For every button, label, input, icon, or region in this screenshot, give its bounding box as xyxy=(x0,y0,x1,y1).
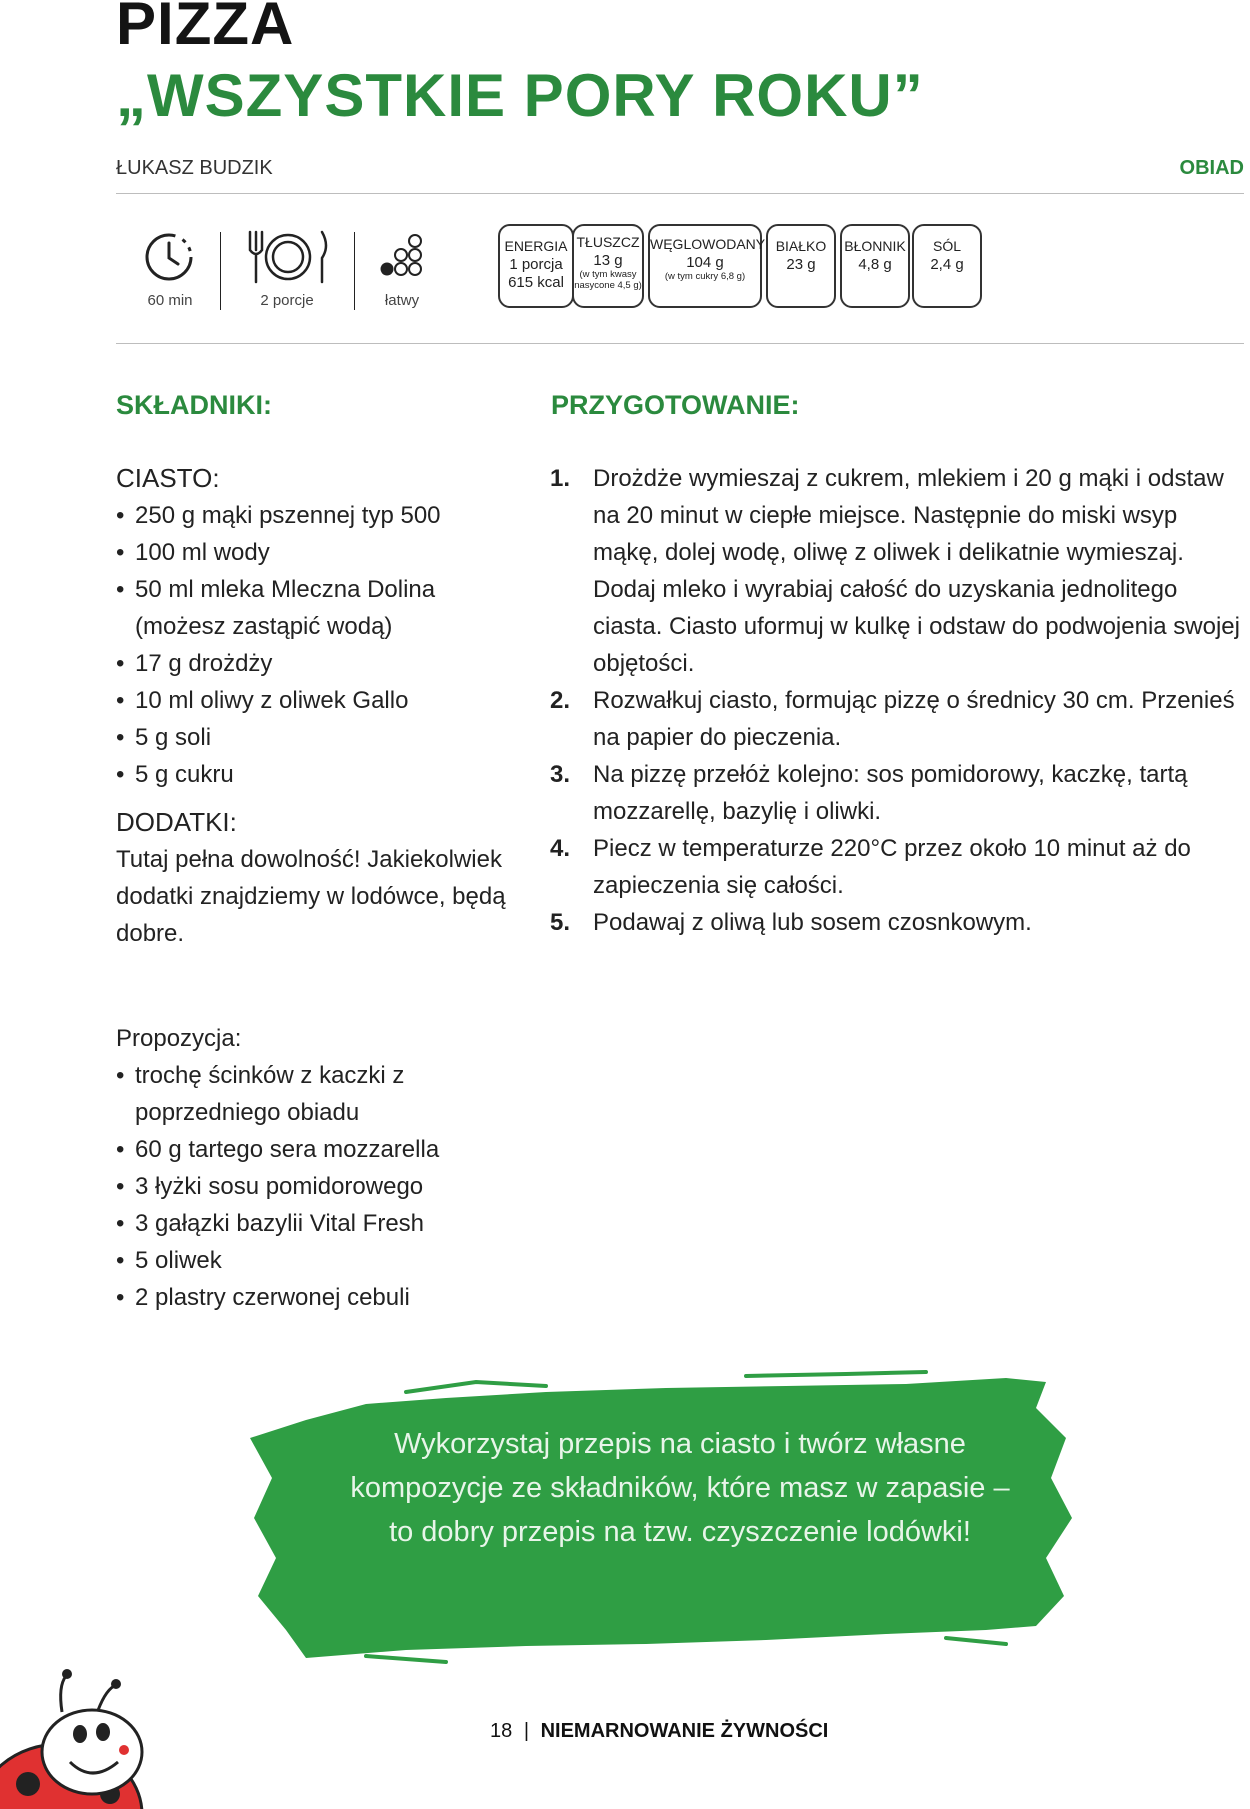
tip-line: to dobry przepis na tzw. czyszczenie lodówki! xyxy=(389,1516,971,1548)
nutrition-label: TŁUSZCZ xyxy=(576,234,640,250)
ingredients-heading: SKŁADNIKI: xyxy=(116,390,272,420)
step-item xyxy=(550,904,1240,941)
step-number: 1. xyxy=(550,465,571,492)
dough-heading: CIASTO: xyxy=(116,463,220,493)
nutrition-fiber xyxy=(840,224,910,308)
nutrition-value: 2,4 g xyxy=(930,255,964,273)
extras-heading: DODATKI: xyxy=(116,807,237,837)
nutrition-salt xyxy=(912,224,982,308)
difficulty-value: łatwy xyxy=(384,292,420,309)
tip-text xyxy=(300,1422,1060,1554)
clock-icon xyxy=(142,228,198,284)
step-item xyxy=(550,682,1240,756)
header-divider xyxy=(116,193,1244,194)
section-name: NIEMARNOWANIE ŻYWNOŚCI xyxy=(540,1720,829,1742)
meta-separator xyxy=(354,232,355,310)
nutrition-value: 1 porcja xyxy=(509,255,563,273)
recipe-title-line1: PIZZA xyxy=(116,0,295,57)
nutrition-label: BŁONNIK xyxy=(844,238,906,254)
step-text: Na pizzę przełóż kolejno: sos pomidorowy, kaczkę, tartą mozzarellę, bazylię i oliwki. xyxy=(593,761,1188,825)
step-number: 3. xyxy=(550,761,571,788)
meta-divider xyxy=(116,343,1244,344)
step-text: Podawaj z oliwą lub sosem czosnkowym. xyxy=(593,909,1032,936)
nutrition-label: WĘGLOWODANY xyxy=(650,236,766,252)
nutrition-note: (w tym kwasy xyxy=(579,269,637,281)
ingredients-column xyxy=(116,460,526,952)
nutrition-value: 4,8 g xyxy=(858,255,892,273)
list-item: • 5 g soli xyxy=(116,719,526,756)
dough-list xyxy=(116,497,526,793)
nutrition-label: ENERGIA xyxy=(504,238,568,254)
footer-separator: | xyxy=(523,1720,530,1742)
nutrition-value: 13 g xyxy=(593,251,623,269)
list-item: • trochę ścinków z kaczki z poprzedniego obiadu xyxy=(116,1057,446,1131)
step-text: Drożdże wymieszaj z cukrem, mlekiem i 20 g mąki i odstaw na 20 minut w ciepłe miejsce. Następnie do miski wsyp mąkę, dolej wodę, oliwę z oliwek i delikatnie wymieszaj. Dodaj mleko i wyrabiaj całość do uzyskania jednolitego ciasta. Ciasto uformuj w kulkę i odstaw do podwojenia swojej objętości. xyxy=(593,465,1240,677)
list-item: • 250 g mąki pszennej typ 500 xyxy=(116,497,526,534)
meta-separator xyxy=(220,232,221,310)
list-item: • 10 ml oliwy z oliwek Gallo xyxy=(116,682,526,719)
nutrition-value: 23 g xyxy=(786,255,816,273)
difficulty-info xyxy=(372,228,432,309)
extras-text: Tutaj pełna dowolność! Jakiekolwiek dodatki znajdziemy w lodówce, będą dobre. xyxy=(116,846,506,947)
nutrition-note: (w tym cukry 6,8 g) xyxy=(664,271,746,283)
list-item: • 100 ml wody xyxy=(116,534,526,571)
list-item: • 3 gałązki bazylii Vital Fresh xyxy=(116,1205,446,1242)
nutrition-protein xyxy=(766,224,836,308)
tip-line: Wykorzystaj przepis na ciasto i twórz własne xyxy=(394,1428,966,1460)
list-item: • 2 plastry czerwonej cebuli xyxy=(116,1279,446,1316)
nutrition-energy xyxy=(498,224,574,308)
category-label: OBIAD xyxy=(1179,157,1244,179)
ladybug-mascot-icon xyxy=(0,1664,160,1809)
portions-value: 2 porcje xyxy=(260,292,314,309)
proposal-column xyxy=(116,1020,446,1316)
step-item xyxy=(550,830,1240,904)
list-item: • 60 g tartego sera mozzarella xyxy=(116,1131,446,1168)
portions-info xyxy=(242,228,332,309)
tip-line: kompozycje ze składników, które masz w zapasie – xyxy=(350,1472,1010,1504)
step-number: 5. xyxy=(550,909,571,936)
list-item: • 17 g drożdży xyxy=(116,645,526,682)
nutrition-label: SÓL xyxy=(932,238,961,254)
nutrition-note: nasycone 4,5 g) xyxy=(574,279,642,291)
nutrition-carbs xyxy=(648,224,766,308)
nutrition-label: BIAŁKO xyxy=(775,238,827,254)
difficulty-dots-icon xyxy=(377,228,427,284)
proposal-list xyxy=(116,1057,446,1316)
nutrition-fat xyxy=(572,224,644,308)
list-item: • 50 ml mleka Mleczna Dolina (możesz zastąpić wodą) xyxy=(116,571,526,645)
plate-cutlery-icon xyxy=(244,228,330,284)
recipe-title-line2: „WSZYSTKIE PORY ROKU” xyxy=(116,62,924,129)
nutrition-value: 615 kcal xyxy=(508,274,564,292)
proposal-heading: Propozycja: xyxy=(116,1025,242,1052)
list-item: • 5 g cukru xyxy=(116,756,526,793)
list-item: • 5 oliwek xyxy=(116,1242,446,1279)
step-item xyxy=(550,460,1240,682)
page-number: 18 xyxy=(490,1720,513,1742)
step-text: Piecz w temperaturze 220°C przez około 10 minut aż do zapieczenia się całości. xyxy=(593,835,1191,899)
page-footer xyxy=(490,1720,828,1743)
step-number: 4. xyxy=(550,835,571,862)
step-item xyxy=(550,756,1240,830)
nutrition-value: 104 g xyxy=(686,253,724,271)
time-value: 60 min xyxy=(147,292,193,309)
author-name: ŁUKASZ BUDZIK xyxy=(116,157,273,179)
time-info xyxy=(130,228,210,309)
preparation-heading: PRZYGOTOWANIE: xyxy=(551,390,800,420)
list-item: • 3 łyżki sosu pomidorowego xyxy=(116,1168,446,1205)
preparation-steps xyxy=(550,460,1240,941)
step-number: 2. xyxy=(550,687,571,714)
step-text: Rozwałkuj ciasto, formując pizzę o średnicy 30 cm. Przenieś na papier do pieczenia. xyxy=(593,687,1235,751)
